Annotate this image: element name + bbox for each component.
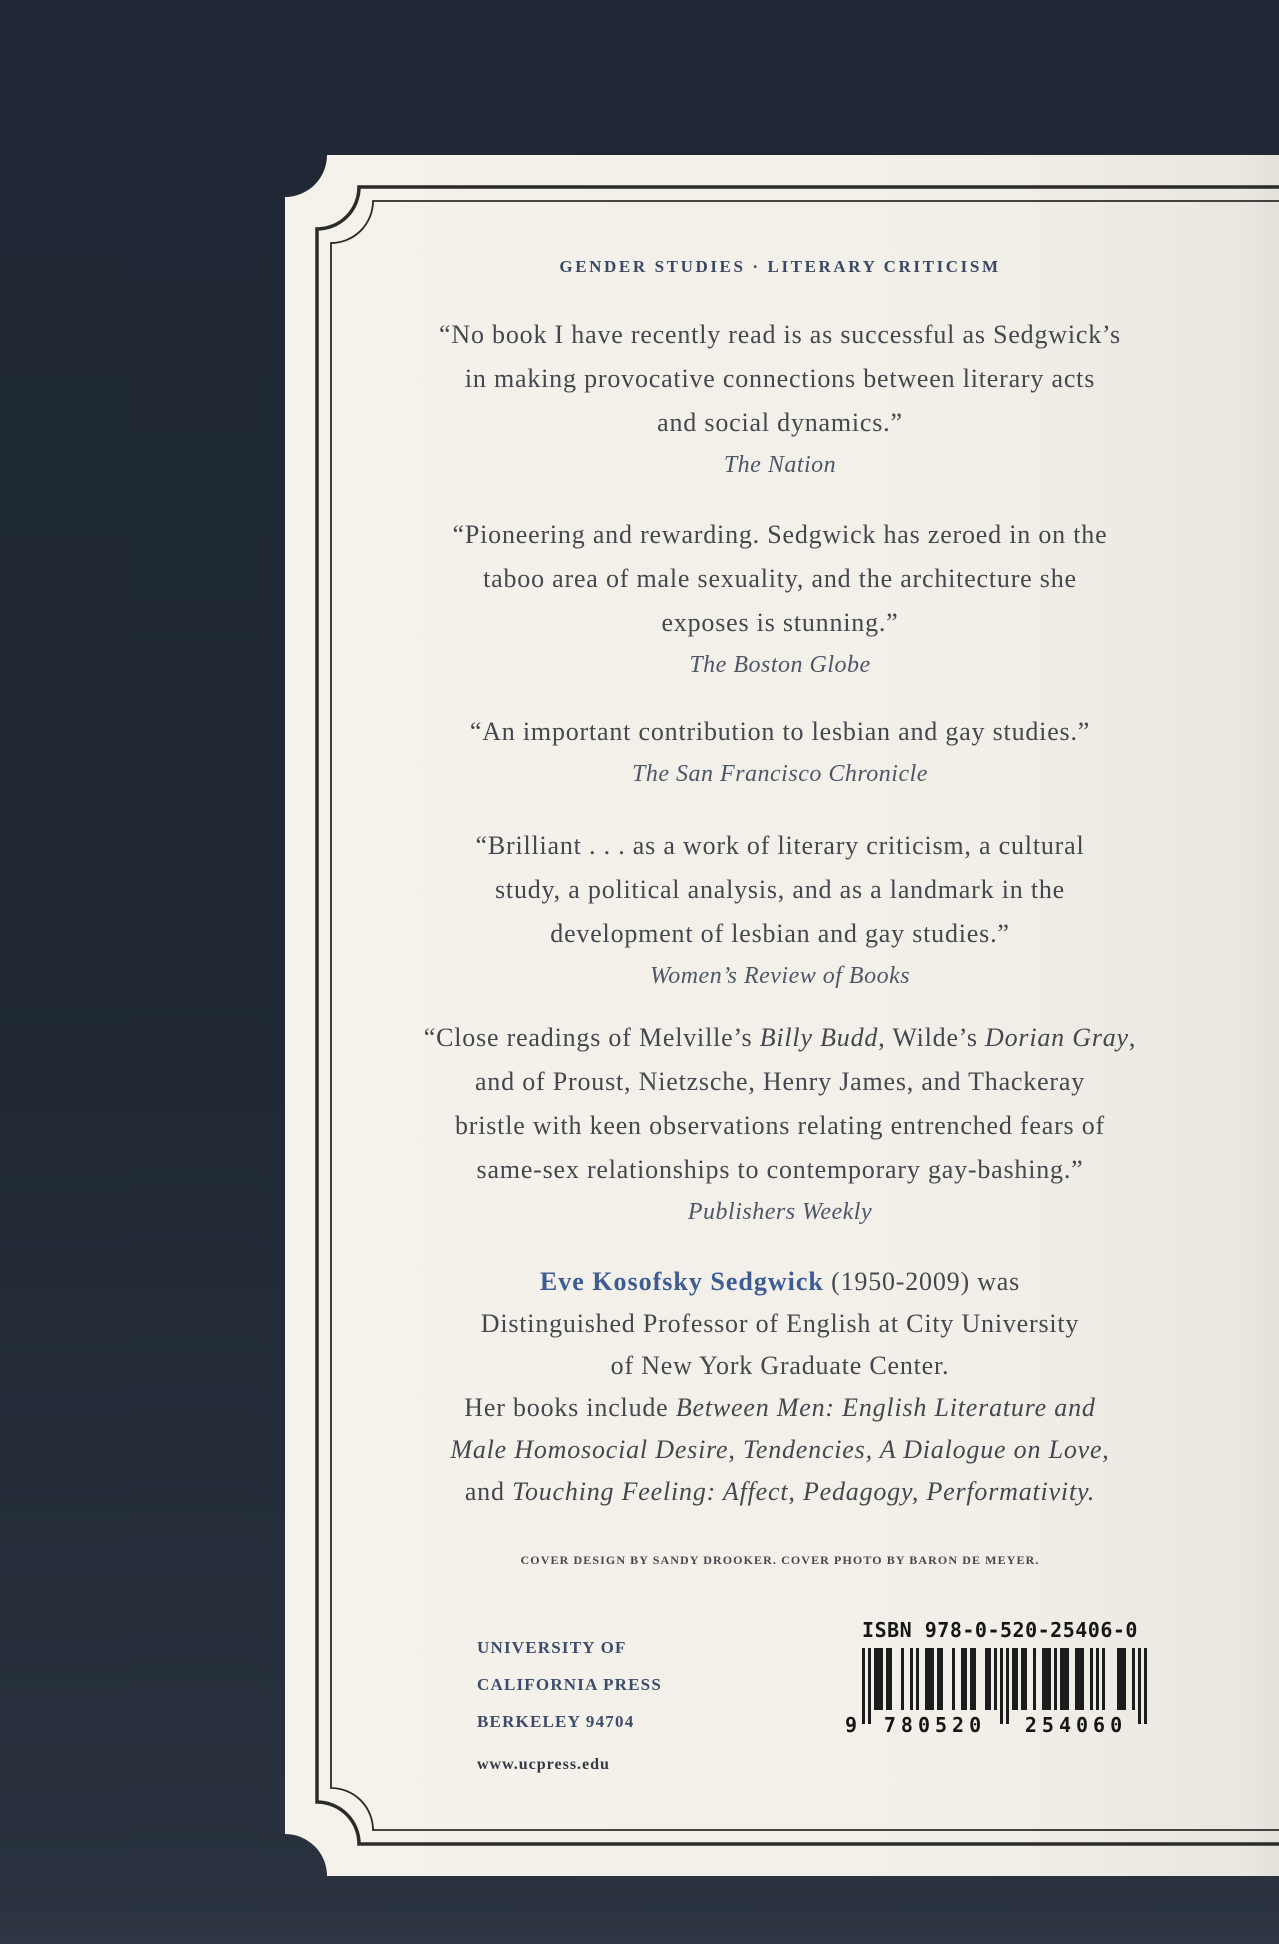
credits-line: COVER DESIGN BY SANDY DROOKER. COVER PHOTO BY BARON DE MEYER. <box>520 1553 1040 1567</box>
publisher-line: CALIFORNIA PRESS <box>477 1675 662 1694</box>
publisher-line: UNIVERSITY OF <box>477 1638 627 1657</box>
text-line: taboo area of male sexuality, and the architecture she <box>483 564 1077 593</box>
text-line: Her books include Between Men: English Literature and <box>464 1393 1096 1422</box>
quote-source: The San Francisco Chronicle <box>632 761 928 787</box>
quote-source: The Boston Globe <box>689 652 871 678</box>
barcode-bar <box>1144 1648 1147 1724</box>
publisher-website: www.ucpress.edu <box>477 1756 610 1773</box>
text-line: bristle with keen observations relating entrenched fears of <box>454 1111 1106 1140</box>
review-quote <box>390 1016 1170 1232</box>
text-line: same-sex relationships to contemporary gay-bashing.” <box>476 1155 1084 1184</box>
quote-source: Women’s Review of Books <box>649 963 911 989</box>
isbn-number: ISBN 978-0-520-25406-0 <box>862 1618 1138 1642</box>
text-line: “Pioneering and rewarding. Sedgwick has zeroed in on the <box>452 520 1108 549</box>
publisher-line: BERKELEY 94704 <box>477 1712 635 1731</box>
text-line: and social dynamics.” <box>657 408 903 437</box>
quote-source: The Nation <box>723 452 837 478</box>
text-line: “Brilliant . . . as a work of literary criticism, a cultural <box>475 831 1085 860</box>
isbn-barcode <box>845 1618 1147 1750</box>
review-quote <box>390 513 1170 685</box>
text-line: of New York Graduate Center. <box>610 1351 950 1380</box>
text-line: in making provocative connections between literary acts <box>464 364 1096 393</box>
quote-source: Publishers Weekly <box>687 1199 873 1225</box>
text-line: “Close readings of Melville’s Billy Budd, Wilde’s Dorian Gray, <box>423 1023 1137 1052</box>
author-bio <box>390 1261 1170 1513</box>
text-line: development of lesbian and gay studies.” <box>550 919 1010 948</box>
text-line: and of Proust, Nietzsche, Henry James, and Thackeray <box>474 1067 1086 1096</box>
review-quote <box>390 313 1170 485</box>
text-line: Male Homosocial Desire, Tendencies, A Dialogue on Love, <box>450 1435 1110 1464</box>
text-line: “An important contribution to lesbian and gay studies.” <box>469 717 1091 746</box>
text-line: exposes is stunning.” <box>661 608 899 637</box>
barcode-digit-left: 9 <box>845 1713 858 1737</box>
text-line: Distinguished Professor of English at City University <box>480 1309 1080 1338</box>
text-line: Eve Kosofsky Sedgwick (1950-2009) was <box>539 1267 1021 1296</box>
text-line: and Touching Feeling: Affect, Pedagogy, Performativity. <box>464 1477 1096 1506</box>
category-header: GENDER STUDIES · LITERARY CRITICISM <box>559 257 1001 276</box>
barcode-digits-group: 254060 <box>1024 1713 1128 1737</box>
review-quote <box>390 710 1170 794</box>
review-quote <box>390 824 1170 996</box>
text-line: study, a political analysis, and as a landmark in the <box>495 875 1065 904</box>
publisher-address <box>477 1629 662 1777</box>
text-line: “No book I have recently read is as successful as Sedgwick’s <box>439 320 1121 349</box>
barcode-digits-group: 780520 <box>883 1713 987 1737</box>
